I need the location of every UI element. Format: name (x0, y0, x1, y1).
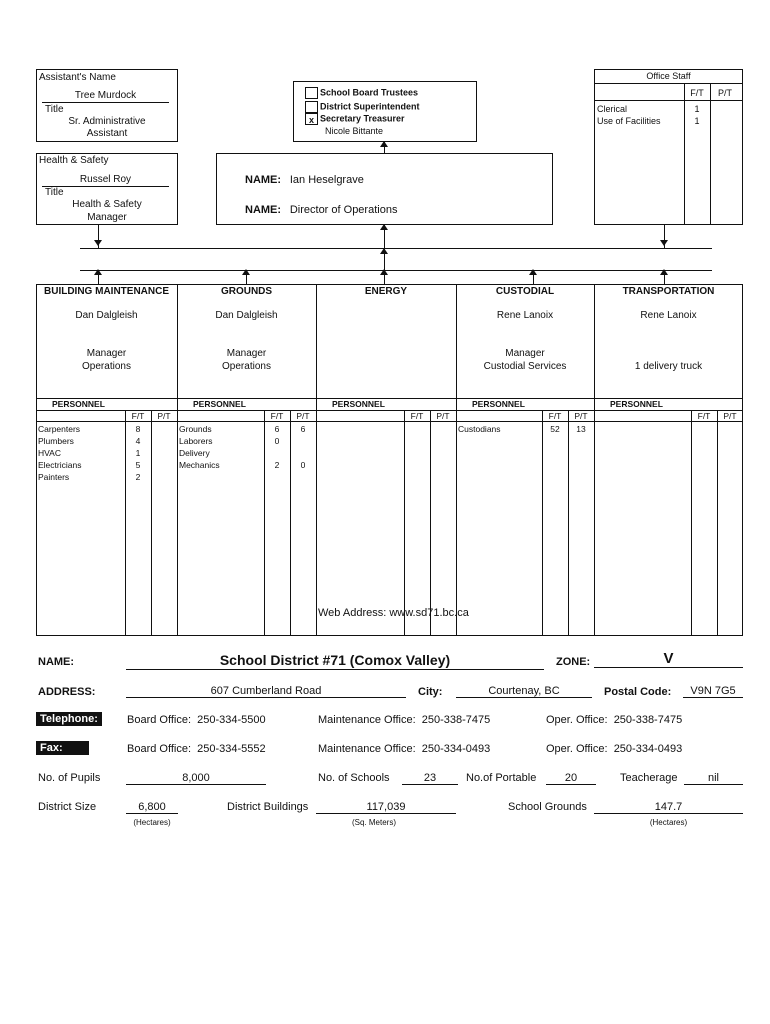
pupils-value: 8,000 (126, 772, 266, 785)
teacherage-value: nil (684, 772, 743, 785)
size-unit: (Hectares) (133, 818, 171, 827)
treasurer-name: Nicole Bittante (325, 126, 384, 136)
dept-title-building-maintenance: BUILDING MAINTENANCE (44, 286, 169, 297)
office-staff-row (596, 115, 742, 127)
dept-divider (316, 284, 317, 636)
personnel-row-pt: 6 (300, 424, 306, 434)
assistant-title-label: Title (45, 104, 64, 115)
dept-role2-grounds: Operations (222, 361, 271, 372)
personnel-bottom-line (594, 421, 743, 422)
fax-maint: Maintenance Office: 250-334-0493 (318, 743, 491, 755)
name-row-2 (245, 204, 397, 216)
pt-column-line (568, 410, 569, 636)
buildings-unit: (Sq. Meters) (351, 818, 396, 827)
health-heading: Health & Safety (39, 155, 109, 166)
health-safety-box (36, 153, 178, 225)
dept-name-custodial: Rene Lanoix (496, 310, 554, 321)
pt-column-line (717, 410, 718, 636)
ft-column-line (542, 410, 543, 636)
pt-header-building-maintenance: P/T (157, 411, 171, 421)
assistant-title-line2: Assistant (86, 128, 128, 139)
size-label: District Size (38, 801, 97, 813)
city-value: Courtenay, BC (456, 685, 592, 698)
telephone-label: Telephone: (36, 713, 102, 725)
buildings-value: 117,039 (316, 801, 456, 814)
treasurer-checkbox[interactable]: x (305, 113, 318, 125)
name-label-1: NAME: (245, 174, 282, 186)
personnel-row-label: HVAC (38, 448, 61, 458)
ft-header-energy: F/T (410, 411, 424, 421)
schools-value: 23 (402, 772, 458, 785)
pt-header-transportation: P/T (723, 411, 737, 421)
office-staff-row-label: Clerical (597, 104, 628, 114)
health-title-label: Title (45, 187, 64, 198)
personnel-row-ft: 1 (135, 448, 141, 458)
personnel-row-ft: 6 (274, 424, 280, 434)
name-value-2: Director of Operations (289, 204, 398, 216)
name-value-1: Ian Heselgrave (289, 174, 364, 186)
dept-title-custodial: CUSTODIAL (495, 286, 555, 297)
grounds-unit: (Hectares) (649, 818, 688, 827)
trustees-row (305, 87, 418, 99)
ft-column-line (404, 410, 405, 636)
personnel-row-pt: 13 (576, 424, 586, 434)
personnel-row-ft: 2 (274, 460, 280, 470)
director-box (216, 153, 553, 225)
dept-role2-building-maintenance: Operations (82, 361, 131, 372)
personnel-bottom-line (456, 421, 594, 422)
trustees-label: School Board Trustees (320, 87, 419, 98)
board-box (293, 81, 477, 142)
health-title-line1: Health & Safety (72, 199, 142, 210)
zone-value: V (594, 650, 743, 668)
pt-column-line (430, 410, 431, 636)
fax-oper: Oper. Office: 250-334-0493 (546, 743, 683, 755)
address-label: ADDRESS: (38, 686, 96, 698)
pt-column-line (151, 410, 152, 636)
grounds-value: 147.7 (594, 801, 743, 814)
office-staff-row (596, 103, 742, 115)
pt-column-line (290, 410, 291, 636)
portable-label: No.of Portable (466, 772, 537, 784)
assistant-heading: Assistant's Name (39, 72, 116, 83)
personnel-row-label: Grounds (179, 424, 212, 434)
dept-role1-custodial: Manager (505, 348, 545, 359)
office-staff-rows (596, 103, 742, 127)
personnel-label-transportation: PERSONNEL (610, 399, 663, 409)
pt-header-grounds: P/T (296, 411, 310, 421)
tel-board: Board Office: 250-334-5500 (127, 714, 266, 726)
pt-header-custodial: P/T (574, 411, 588, 421)
personnel-label-building-maintenance: PERSONNEL (52, 399, 105, 409)
superintendent-checkbox[interactable] (305, 101, 318, 113)
personnel-row-label: Custodians (458, 424, 501, 434)
ft-header-transportation: F/T (697, 411, 711, 421)
personnel-row-pt: 0 (300, 460, 306, 470)
ft-column-line (691, 410, 692, 636)
personnel-row-ft: 4 (135, 436, 141, 446)
teacherage-label: Teacherage (620, 772, 678, 784)
name-row-1 (245, 174, 364, 186)
dept-name-building-maintenance: Dan Dalgleish (75, 310, 138, 321)
ft-header-custodial: F/T (548, 411, 562, 421)
personnel-bottom-line (316, 421, 456, 422)
treasurer-row (305, 113, 405, 125)
grounds-label: School Grounds (508, 801, 587, 813)
dept-note-transportation: 1 delivery truck (634, 361, 703, 372)
personnel-row-label: Painters (38, 472, 70, 482)
dept-title-transportation: TRANSPORTATION (622, 286, 715, 297)
dept-name-transportation: Rene Lanoix (640, 310, 697, 321)
personnel-bottom-line (177, 421, 316, 422)
health-name: Russel Roy (42, 174, 169, 187)
treasurer-label: Secretary Treasurer (320, 113, 405, 124)
personnel-label-grounds: PERSONNEL (193, 399, 246, 409)
superintendent-row (305, 101, 420, 113)
personnel-bottom-line (36, 421, 177, 422)
office-staff-row-ft: 1 (694, 104, 700, 114)
personnel-row-label: Delivery (179, 448, 210, 458)
personnel-row-ft: 8 (135, 424, 141, 434)
superintendent-label: District Superintendent (320, 101, 420, 112)
assistant-box (36, 69, 178, 142)
schools-label: No. of Schools (318, 772, 390, 784)
personnel-row-label: Electricians (38, 460, 82, 470)
personnel-row-ft: 2 (135, 472, 141, 482)
personnel-label-energy: PERSONNEL (332, 399, 385, 409)
personnel-row-label: Laborers (179, 436, 213, 446)
dept-title-energy: ENERGY (364, 286, 408, 297)
size-value: 6,800 (126, 801, 178, 814)
web-address: Web Address: www.sd71.bc.ca (318, 607, 469, 619)
name-label-2: NAME: (245, 204, 282, 216)
office-staff-row-ft: 1 (694, 116, 700, 126)
dept-role2-custodial: Custodial Services (483, 361, 567, 372)
personnel-row-ft: 5 (135, 460, 141, 470)
health-title-line2: Manager (87, 212, 127, 223)
postal-label: Postal Code: (604, 686, 672, 698)
dept-role1-grounds: Manager (226, 348, 267, 359)
zone-label: ZONE: (556, 656, 591, 668)
dept-divider (456, 284, 457, 636)
office-staff-pt-header: P/T (717, 88, 732, 98)
assistant-name: Tree Murdock (42, 90, 169, 103)
dept-name-grounds: Dan Dalgleish (215, 310, 278, 321)
assistant-title-line1: Sr. Administrative (68, 116, 146, 127)
postal-value: V9N 7G5 (683, 685, 743, 698)
office-staff-row-label: Use of Facilities (597, 116, 661, 126)
fax-label: Fax: (36, 742, 89, 754)
dept-divider (594, 284, 595, 636)
ft-header-grounds: F/T (270, 411, 284, 421)
buildings-label: District Buildings (227, 801, 309, 813)
tel-oper: Oper. Office: 250-338-7475 (546, 714, 683, 726)
district-name: School District #71 (Comox Valley) (126, 652, 544, 670)
portable-value: 20 (546, 772, 596, 785)
pt-header-energy: P/T (436, 411, 450, 421)
address-value: 607 Cumberland Road (126, 685, 406, 698)
ft-header-building-maintenance: F/T (131, 411, 145, 421)
dept-title-grounds: GROUNDS (220, 286, 273, 297)
personnel-row-label: Mechanics (179, 460, 220, 470)
trustees-checkbox[interactable] (305, 87, 318, 99)
tel-maint: Maintenance Office: 250-338-7475 (318, 714, 491, 726)
dept-role1-building-maintenance: Manager (86, 348, 127, 359)
office-staff-heading: Office Staff (646, 71, 691, 81)
personnel-row-label: Carpenters (38, 424, 81, 434)
personnel-row-ft: 52 (550, 424, 560, 434)
personnel-label-custodial: PERSONNEL (472, 399, 525, 409)
district-name-label: NAME: (38, 656, 75, 668)
personnel-row-ft: 0 (274, 436, 280, 446)
city-label: City: (418, 686, 443, 698)
office-staff-box (594, 69, 743, 225)
pupils-label: No. of Pupils (38, 772, 101, 784)
personnel-row-label: Plumbers (38, 436, 74, 446)
office-staff-ft-header: F/T (690, 88, 704, 98)
dept-divider (177, 284, 178, 636)
fax-board: Board Office: 250-334-5552 (127, 743, 266, 755)
